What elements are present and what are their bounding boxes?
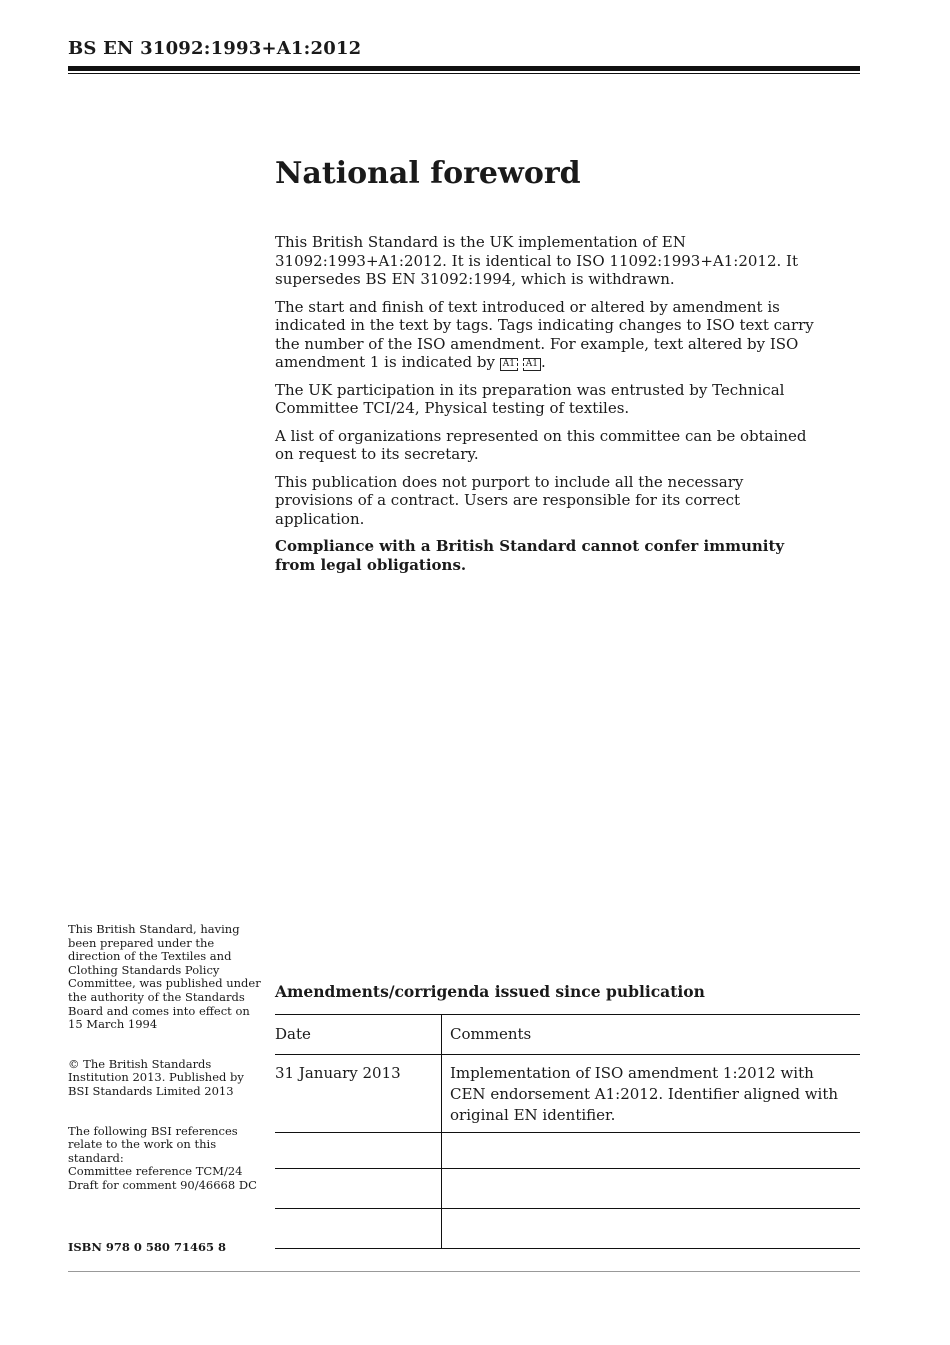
paragraph-contract: This publication does not purport to include all the necessary provisions of a contract. Users are responsible for its correct application.	[275, 472, 744, 528]
amendment-date: 31 January 2013	[275, 1055, 442, 1133]
paragraph-tags-end: .	[541, 353, 546, 371]
page-title: National foreword	[275, 156, 581, 191]
document-identifier: BS EN 31092:1993+A1:2012	[68, 38, 362, 59]
paragraph-implementation: This British Standard is the UK implementation of EN 31092:1993+A1:2012. It is identical to ISO 11092:1993+A1:2012. It supersedes BS EN 31092:1994, which is withdrawn.	[275, 233, 799, 288]
references-intro: The following BSI references relate to the work on this standard:	[68, 1123, 238, 1165]
amendment-close-tag-icon: A1	[523, 358, 541, 371]
table-row-empty	[275, 1169, 860, 1209]
compliance-statement: Compliance with a British Standard cannot confer immunity from legal obligations.	[275, 537, 785, 574]
header-rule-thin	[68, 73, 860, 74]
table-row-empty	[275, 1209, 860, 1249]
paragraph-organizations: A list of organizations represented on this committee can be obtained on request to its secretary.	[275, 426, 807, 463]
paragraph-tags-text: The start and finish of text introduced or altered by amendment is indicated in the text by tags. Tags indicating changes to ISO text carry the number of the ISO amendment. For example, text altered by ISO amendment 1 is indicated by	[275, 297, 814, 371]
table-header-row	[275, 1015, 860, 1055]
footer-rule	[68, 1271, 860, 1272]
paragraph-amendment-tags	[275, 298, 820, 372]
table-row	[275, 1055, 860, 1133]
header-rule	[68, 66, 860, 71]
foreword-body	[275, 233, 820, 583]
committee-reference: Committee reference TCM/24	[68, 1164, 243, 1179]
draft-reference: Draft for comment 90/46668 DC	[68, 1177, 257, 1192]
column-header-comments: Comments	[442, 1015, 861, 1055]
paragraph-committee: The UK participation in its preparation was entrusted by Technical Committee TCI/24, Physical testing of textiles.	[275, 380, 785, 417]
column-header-date: Date	[275, 1015, 442, 1055]
bsi-references	[68, 1125, 268, 1193]
amendment-open-tag-icon: A1	[500, 358, 518, 371]
amendments-heading: Amendments/corrigenda issued since publication	[275, 982, 705, 1001]
amendments-table	[275, 1014, 860, 1249]
sidebar-notes	[68, 922, 268, 1254]
table-row-empty	[275, 1133, 860, 1169]
amendment-comments: Implementation of ISO amendment 1:2012 with CEN endorsement A1:2012. Identifier aligned with original EN identifier.	[442, 1055, 861, 1133]
isbn: ISBN 978 0 580 71465 8	[68, 1240, 226, 1254]
publication-note: This British Standard, having been prepared under the direction of the Textiles and Clothing Standards Policy Committee, was published under the authority of the Standards Board and comes into effect on 15 March 1994	[68, 922, 261, 1032]
copyright-note: © The British Standards Institution 2013. Published by BSI Standards Limited 2013	[68, 1056, 244, 1098]
